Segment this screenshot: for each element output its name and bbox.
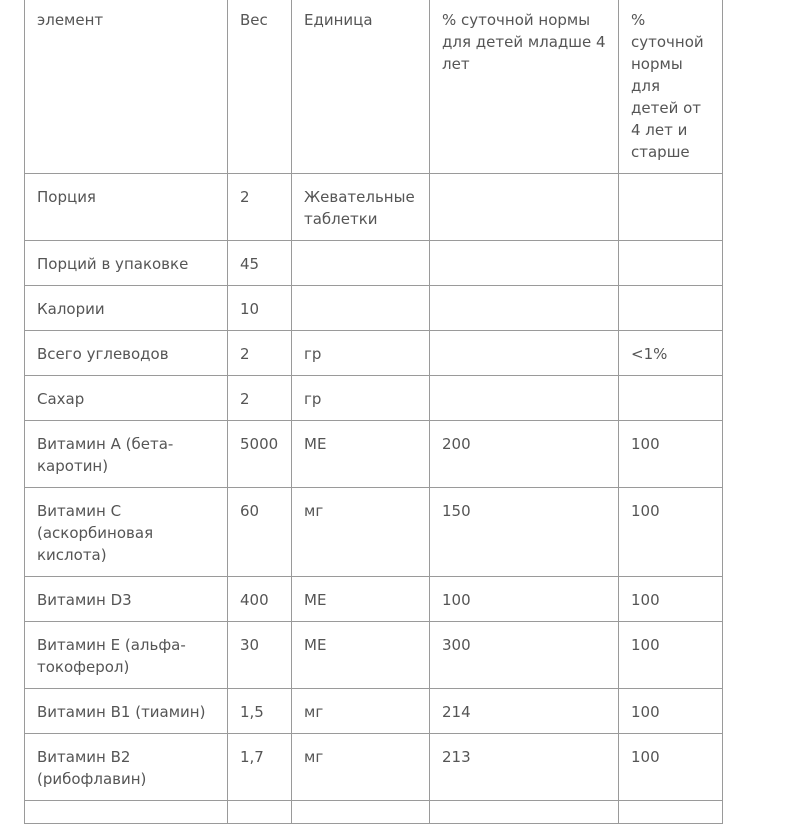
table-cell-unit: гр <box>292 331 430 376</box>
table-header-row <box>25 0 723 174</box>
table-cell-unit: МЕ <box>292 622 430 689</box>
table-cell-element: Витамин Е (альфа-токоферол) <box>25 622 228 689</box>
table-cell-element <box>25 801 228 824</box>
table-cell-unit: МЕ <box>292 577 430 622</box>
table-row <box>25 734 723 801</box>
table-cell-daily-under-4 <box>430 286 619 331</box>
table-cell-weight: 400 <box>228 577 292 622</box>
table-cell-daily-4-plus: 100 <box>619 689 723 734</box>
table-row <box>25 241 723 286</box>
table-row <box>25 488 723 577</box>
table-cell-daily-under-4: 214 <box>430 689 619 734</box>
table-cell-daily-under-4: 300 <box>430 622 619 689</box>
table-row <box>25 174 723 241</box>
table-cell-element: Порций в упаковке <box>25 241 228 286</box>
table-cell-daily-4-plus: 100 <box>619 488 723 577</box>
table-cell-daily-under-4 <box>430 241 619 286</box>
table-cell-weight: 5000 <box>228 421 292 488</box>
table-cell-weight: 60 <box>228 488 292 577</box>
table-cell-element: Витамин В2 (рибофлавин) <box>25 734 228 801</box>
table-cell-element: Витамин D3 <box>25 577 228 622</box>
table-cell-daily-under-4 <box>430 801 619 824</box>
header-cell-unit: Единица <box>292 0 430 174</box>
table-cell-weight: 1,7 <box>228 734 292 801</box>
table-cell-daily-under-4: 213 <box>430 734 619 801</box>
nutrition-table <box>24 0 723 824</box>
header-cell-weight: Вес <box>228 0 292 174</box>
table-cell-daily-under-4 <box>430 174 619 241</box>
nutrition-table-body <box>25 0 723 824</box>
table-cell-daily-4-plus <box>619 241 723 286</box>
table-cell-daily-4-plus <box>619 376 723 421</box>
table-cell-element: Витамин В1 (тиамин) <box>25 689 228 734</box>
header-cell-element: элемент <box>25 0 228 174</box>
table-cell-unit: МЕ <box>292 421 430 488</box>
table-cell-daily-under-4: 100 <box>430 577 619 622</box>
table-cell-unit: мг <box>292 689 430 734</box>
table-cell-daily-4-plus: 100 <box>619 577 723 622</box>
header-cell-daily-4-plus: % суточной нормы для детей от 4 лет и старше <box>619 0 723 174</box>
table-cell-unit: мг <box>292 734 430 801</box>
table-cell-weight <box>228 801 292 824</box>
table-cell-daily-under-4 <box>430 331 619 376</box>
table-cell-weight: 2 <box>228 376 292 421</box>
table-cell-daily-4-plus: <1% <box>619 331 723 376</box>
table-cell-daily-4-plus: 100 <box>619 622 723 689</box>
table-cell-element: Витамин А (бета-каротин) <box>25 421 228 488</box>
table-cell-unit: гр <box>292 376 430 421</box>
table-cell-weight: 45 <box>228 241 292 286</box>
table-cell-unit <box>292 801 430 824</box>
table-cell-unit <box>292 286 430 331</box>
table-row <box>25 331 723 376</box>
table-cell-weight: 30 <box>228 622 292 689</box>
table-cell-weight: 1,5 <box>228 689 292 734</box>
table-cell-weight: 2 <box>228 331 292 376</box>
table-cell-unit: Жевательные таблетки <box>292 174 430 241</box>
table-cell-weight: 10 <box>228 286 292 331</box>
table-cell-daily-4-plus: 100 <box>619 734 723 801</box>
table-cell-weight: 2 <box>228 174 292 241</box>
table-row <box>25 622 723 689</box>
table-cell-daily-4-plus <box>619 286 723 331</box>
table-cell-unit <box>292 241 430 286</box>
table-cell-daily-under-4: 150 <box>430 488 619 577</box>
table-cell-daily-4-plus <box>619 801 723 824</box>
header-cell-daily-under-4: % суточной нормы для детей младше 4 лет <box>430 0 619 174</box>
table-cell-unit: мг <box>292 488 430 577</box>
table-cell-element: Витамин С (аскорбиновая кислота) <box>25 488 228 577</box>
table-row <box>25 577 723 622</box>
table-row <box>25 376 723 421</box>
table-cell-daily-under-4: 200 <box>430 421 619 488</box>
table-row <box>25 421 723 488</box>
table-cell-daily-4-plus: 100 <box>619 421 723 488</box>
table-cell-daily-under-4 <box>430 376 619 421</box>
table-cell-daily-4-plus <box>619 174 723 241</box>
table-cell-element: Сахар <box>25 376 228 421</box>
table-cell-element: Всего углеводов <box>25 331 228 376</box>
table-row <box>25 801 723 824</box>
table-row <box>25 689 723 734</box>
table-cell-element: Калории <box>25 286 228 331</box>
nutrition-table-container <box>24 0 722 824</box>
table-cell-element: Порция <box>25 174 228 241</box>
table-row <box>25 286 723 331</box>
